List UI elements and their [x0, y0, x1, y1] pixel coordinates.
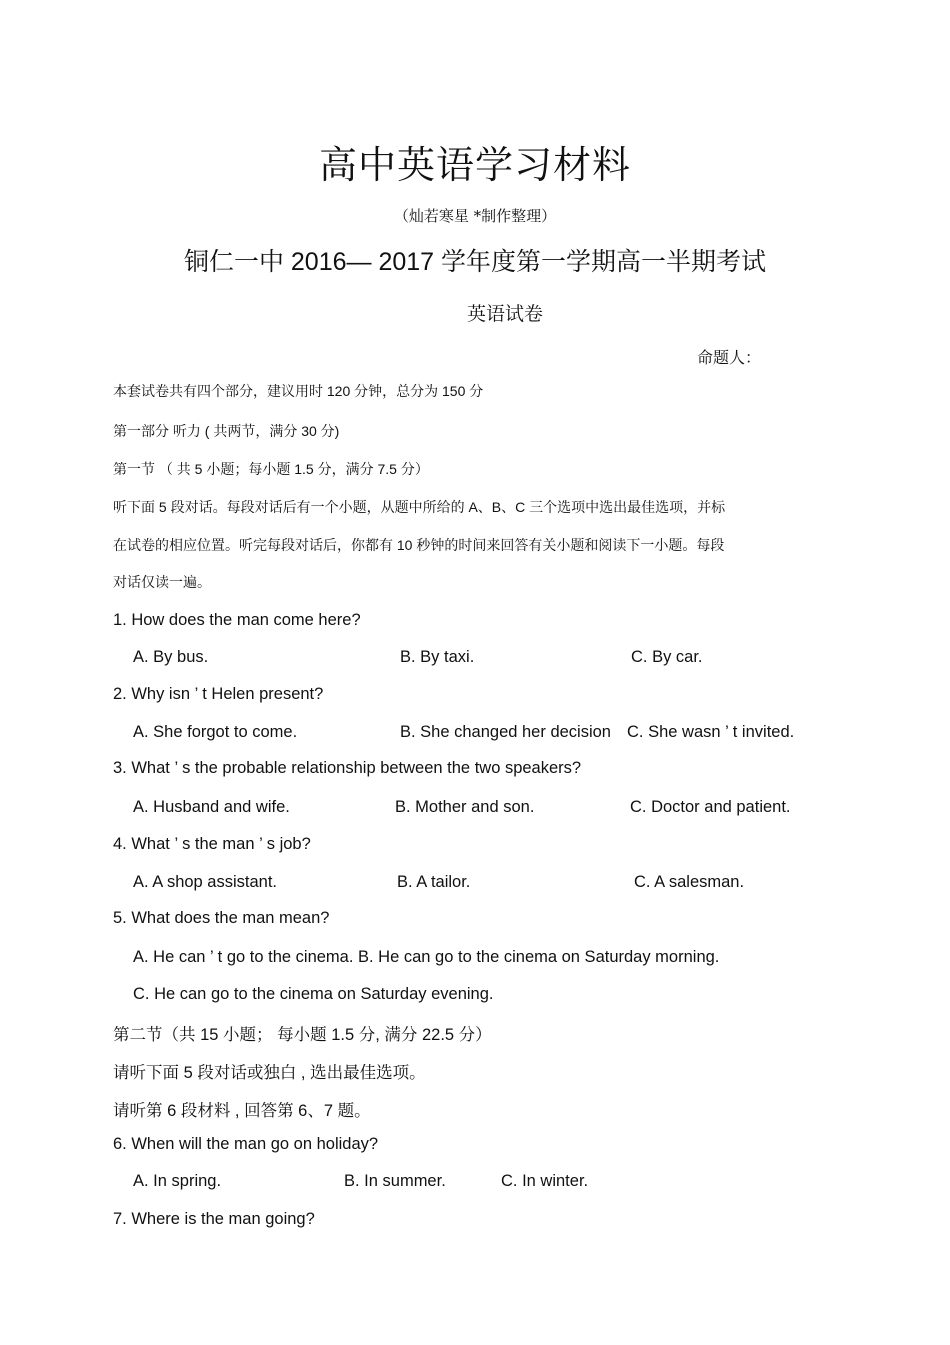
option-c: C. By car.	[631, 648, 703, 666]
section1-description: 对话仅读一遍。	[113, 574, 211, 590]
section1-heading: 第一节 （ 共 5 小题；每小题 1.5 分，满分 7.5 分）	[113, 461, 429, 477]
option-c: C. Doctor and patient.	[630, 798, 791, 816]
option-c: C. In winter.	[501, 1172, 589, 1190]
question-stem: 3. What ’ s the probable relationship between the two speakers?	[113, 759, 582, 777]
section2-instruction: 请听下面 5 段对话或独白 , 选出最佳选项。	[113, 1064, 426, 1082]
option-a: A. By bus.	[133, 648, 209, 666]
option-a: A. A shop assistant.	[133, 873, 278, 891]
section1-description: 听下面 5 段对话。每段对话后有一个小题，从题中所给的 A、B、C 三个选项中选出最佳选项，并标	[113, 499, 726, 515]
option-b: B. She changed her decision	[400, 723, 611, 741]
exam-title: 铜仁一中 2016— 2017 学年度第一学期高一半期考试	[183, 248, 767, 276]
option-b: B. Mother and son.	[395, 798, 535, 816]
document-title: 高中英语学习材料	[318, 143, 631, 187]
option-a: A. Husband and wife.	[133, 798, 290, 816]
question-stem: 1. How does the man come here?	[113, 611, 361, 629]
question-stem: 6. When will the man go on holiday?	[113, 1135, 379, 1153]
instruction-line: 本套试卷共有四个部分，建议用时 120 分钟，总分为 150 分	[113, 383, 484, 399]
option-a-b: A. He can ’ t go to the cinema. B. He can go to the cinema on Saturday morning.	[133, 948, 720, 966]
option-a: A. She forgot to come.	[133, 723, 298, 741]
document-subtitle: （灿若寒星 *制作整理）	[393, 207, 557, 225]
author-label: 命题人：	[697, 350, 762, 367]
option-b: B. A tailor.	[397, 873, 471, 891]
section1-description: 在试卷的相应位置。听完每段对话后，你都有 10 秒钟的时间来回答有关小题和阅读下一小题。每段	[113, 537, 725, 553]
option-c: C. He can go to the cinema on Saturday evening.	[133, 985, 494, 1003]
paper-name: 英语试卷	[466, 303, 543, 325]
option-c: C. She wasn ’ t invited.	[627, 723, 795, 741]
option-c: C. A salesman.	[634, 873, 745, 891]
question-stem: 2. Why isn ’ t Helen present?	[113, 685, 324, 703]
question-stem: 5. What does the man mean?	[113, 909, 330, 927]
section2-instruction: 请听第 6 段材料 , 回答第 6、7 题。	[113, 1102, 371, 1120]
question-stem: 7. Where is the man going?	[113, 1210, 315, 1228]
option-b: B. By taxi.	[400, 648, 475, 666]
option-a: A. In spring.	[133, 1172, 222, 1190]
option-b: B. In summer.	[344, 1172, 446, 1190]
section2-heading: 第二节（共 15 小题； 每小题 1.5 分, 满分 22.5 分）	[113, 1026, 492, 1044]
part1-heading: 第一部分 听力 ( 共两节，满分 30 分)	[113, 423, 340, 439]
question-stem: 4. What ’ s the man ’ s job?	[113, 835, 311, 853]
